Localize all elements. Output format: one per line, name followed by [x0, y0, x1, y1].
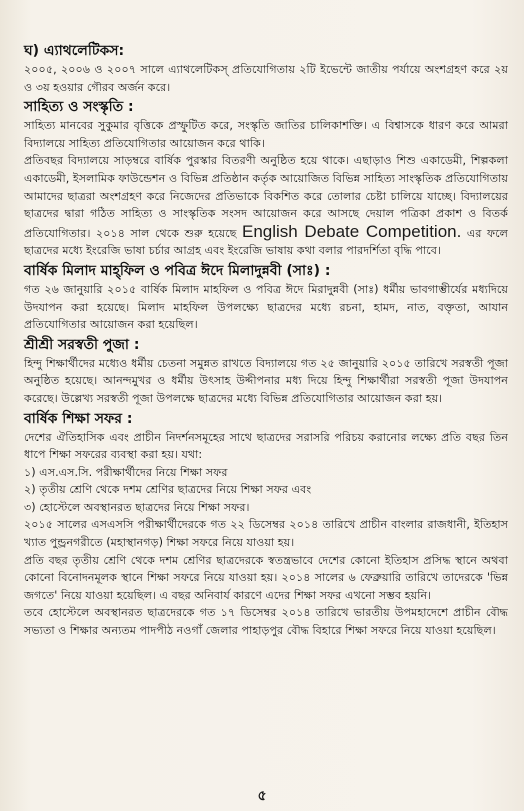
tour-intro-paragraph: দেশের ঐতিহাসিক এবং প্রাচীন নিদর্শনসমূহের সাথে ছাত্রদের সরাসরি পরিচয় করানোর লক্ষ্যে প্রতি বছর তিন ধাপে শিক্ষা সফরের ব্যবস্থা করা হয়। যথা:	[24, 430, 508, 462]
athletics-heading: ঘ) এ্যাথলেটিকস:	[24, 43, 125, 59]
saraswati-paragraph: হিন্দু শিক্ষার্থীদের মধ্যেও ধর্মীয় চেতনা সমুন্নত রাখতে বিদ্যালয়ে গত ২৫ জানুয়ারি ২০১৫ তারিখে সরস্বতী পূজা অনুষ্ঠিত হয়েছে। আনন্দমুখর ও ধর্মীয় উৎসাহ উদ্দীপনার মধ্য দিয়ে হিন্দু শিক্ষার্থীরা সরস্বতী পূজা উদযাপন করেছে। উল্লেখ্য সরস্বতী পূজা উপলক্ষে ছাত্রদের মধ্যে বিভিন্ন প্রতিযোগিতার আয়োজন করা হয়।	[24, 356, 508, 405]
tour-list-item: ৩) হোস্টেলে অবস্থানরত ছাত্রদের নিয়ে শিক্ষা সফর।	[24, 500, 250, 514]
athletics-paragraph: ২০০৫, ২০০৬ ও ২০০৭ সালে এ্যাথলেটিকস্‌ প্রতিযোগিতায় ২টি ইভেন্টে জাতীয় পর্যায়ে অংশগ্রহণ করে ২য় ও ৩য় হওয়ার গৌরব অর্জন করে।	[24, 63, 508, 94]
culture-paragraph-2	[24, 152, 508, 260]
milad-paragraph: গত ২৬ জানুয়ারি ২০১৫ বার্ষিক মিলাদ মাহফিল ও পবিত্র ঈদে মিরাদুন্নবী (সাঃ) ধর্মীয় ভাবগাম্ভীর্যের মধ্যদিয়ে উদযাপন করা হয়েছে। মিলাদ মাহফিল উপলক্ষ্যে ছাত্রদের মধ্যে রচনা, হামদ, নাত, বক্তৃতা, আযান প্রতিযোগিতার আয়োজন করা হয়েছিল।	[24, 282, 508, 332]
page-content	[24, 40, 508, 640]
tour-section	[24, 410, 508, 640]
page-number: ৫	[257, 788, 267, 804]
english-debate-text: English Debate Competition.	[242, 221, 462, 241]
saraswati-section	[24, 336, 508, 408]
saraswati-heading: শ্রীশ্রী সরস্বতী পুজা :	[24, 336, 140, 353]
tour-list	[24, 464, 508, 517]
culture-paragraph-2-text: প্রতিবছর বিদ্যালয়ে সাড়ম্বরে বার্ষিক পুরস্কার বিতরণী অনুষ্ঠিত হয়ে থাকে। এছাড়াও শিশু একাডেমী, শিল্পকলা একাডেমী, ইসলামিক ফাউন্ডেশন ও বিভিন্ন প্রতিষ্ঠান কর্তৃক আয়োজিত বিভিন্ন সাহিত্য সাংস্কৃতিক প্রতিযোগিতায় আমাদের ছাত্ররা অংশগ্রহণ করে নিজেদের প্রতিভাকে বিকশিত করে তোলার চেষ্টা চালিয়ে যাচ্ছে। বিদ্যালয়ের ছাত্রদের দ্বারা গঠিত সাহিত্য ও সাংস্কৃতিক সংসদ আয়োজন করে আসছে দেয়াল পত্রিকা প্রকাশ ও বিতর্ক প্রতিযোগিতার। ২০১৪ সাল থেকে শুরু হয়েছে	[24, 154, 508, 240]
tour-list-item: ১) এস.এস.সি. পরীক্ষার্থীদের নিয়ে শিক্ষা সফর	[24, 465, 228, 479]
tour-paragraph-2: ২০১৫ সালের এসএসসি পরীক্ষার্থীদেরকে গত ২২ ডিসেম্বর ২০১৪ তারিখে প্রাচীন বাংলার রাজধানী, ইতিহাস খ্যাত পুন্ড্রনগরীতে (মহাস্থানগড়) শিক্ষা সফরে নিয়ে যাওয়া হয়।	[24, 518, 508, 550]
athletics-section	[24, 42, 508, 96]
tour-paragraph-4: তবে হোস্টেলে অবস্থানরত ছাত্রদেরকে গত ১৭ ডিসেম্বর ২০১৪ তারিখে ভারতীয় উপমহাদেশে প্রাচীন বৌদ্ধ সভ্যতা ও শিক্ষার অন্যতম পাদপীঠ নওগাঁ জেলার পাহাড়পুর বৌদ্ধ বিহারে শিক্ষা সফরে নিয়ে যাওয়া হয়েছিল।	[24, 606, 508, 638]
tour-heading: বার্ষিক শিক্ষা সফর :	[24, 410, 133, 427]
culture-paragraph-2-end: এর ফলে ছাত্রদের মধ্যে ইংরেজি ভাষা চর্চার আগ্রহ এবং ইংরেজি ভাষায় কথা বলার পারদর্শিতা বৃদ্ধি পাবে।	[24, 226, 508, 258]
culture-section	[24, 98, 508, 260]
culture-paragraph-1: সাহিত্য মানবের সুকুমার বৃত্তিকে প্রস্ফুটিত করে, সংস্কৃতি জাতির চালিকাশক্তি। এ বিশ্বাসকে ধারণ করে আমরা বিদ্যালয়ে সাহিত্য প্রতিযোগিতার আয়োজন করে থাকি।	[24, 119, 508, 150]
milad-heading: বার্ষিক মিলাদ মাহ্‌ফিল ও পবিত্র ঈদে মিলাদুন্নবী (সাঃ) :	[24, 262, 331, 279]
tour-paragraph-3: প্রতি বছর তৃতীয় শ্রেণি থেকে দশম শ্রেণির ছাত্রদেরকে স্বতন্ত্রভাবে দেশের কোনো ইতিহাস প্রসিদ্ধ স্থানে অথবা কোনো বিনোদনমূলক স্থানে শিক্ষা সফরে নিয়ে যাওয়া হয়। ২০১৪ সালের ৬ ফেব্রুয়ারি তারিখে তাদেরকে 'ভিন্ন জগতে' নিয়ে যাওয়া হয়েছিল। এ বছর অনিবার্য কারণে এদের শিক্ষা সফর এখনো সম্ভব হয়নি।	[24, 553, 508, 602]
milad-section	[24, 262, 508, 334]
culture-heading: সাহিত্য ও সংস্কৃতি :	[24, 99, 134, 116]
tour-list-item: ২) তৃতীয় শ্রেণি থেকে দশম শ্রেণির ছাত্রদের নিয়ে শিক্ষা সফর এবং	[24, 483, 312, 497]
